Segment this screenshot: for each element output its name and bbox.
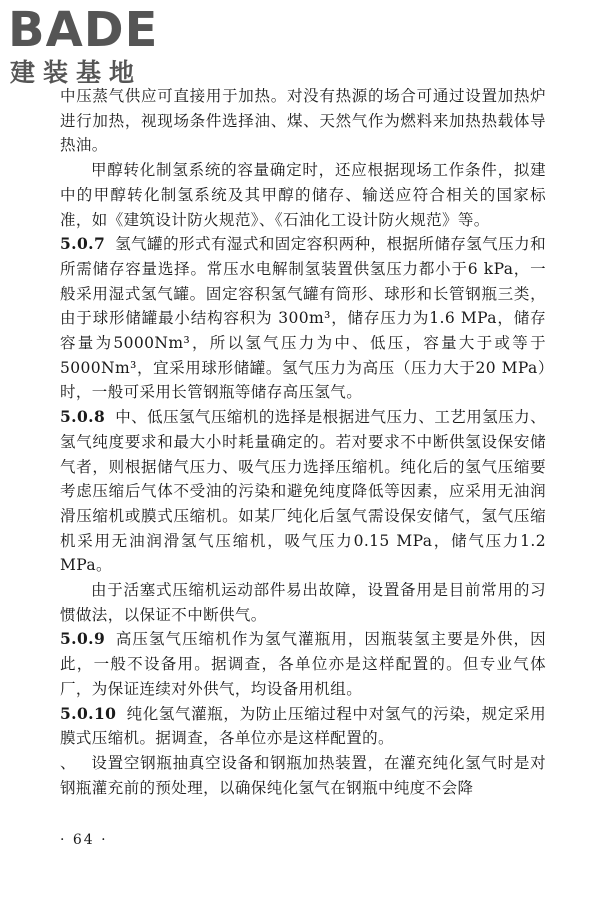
section-number: 5.0.10	[60, 703, 117, 723]
paragraph: 中压蒸气供应可直接用于加热。对没有热源的场合可通过设置加热炉进行加热，视现场条件选择油、煤、天然气作为燃料来加热热载体导热油。	[60, 87, 546, 155]
section-number: 5.0.8	[60, 407, 106, 427]
logo-brand: BADE	[8, 2, 159, 58]
brand-logo	[8, 4, 178, 90]
section-5-0-9: 5.0.9 高压氢气压缩机作为氢气灌瓶用，因瓶装氢主要是外供，因此，一般不设备用。据调查，各单位亦是这样配置的。但专业气体厂，为保证连续对外供气，均设备用机组。	[60, 629, 546, 698]
paragraph: 、 设置空钢瓶抽真空设备和钢瓶加热装置，在灌充纯化氢气时是对钢瓶灌充前的预处理，以确保纯化氢气在钢瓶中纯度不会降	[60, 751, 546, 800]
bullet-mark: 、	[60, 753, 76, 772]
section-number: 5.0.9	[60, 629, 106, 649]
section-5-0-8: 5.0.8 中、低压氢气压缩机的选择是根据进气压力、工艺用氢压力、氢气纯度要求和最大小时耗量确定的。若对要求不中断供氢设保安储气者，则根据储气压力、吸气压力选择压缩机。纯化后的氢气压缩要考虑压缩后气体不受油的污染和避免纯度降低等因素，应采用无油润滑压缩机或膜式压缩机。如某厂纯化后氢气需设保安储气，氢气压缩机采用无油润滑氢气压缩机，吸气压力0.15 MPa，储气压力1.2 MPa。	[60, 407, 546, 575]
paragraph: 由于活塞式压缩机运动部件易出故障，设置备用是目前常用的习惯做法，以保证不中断供气。	[60, 581, 546, 624]
page-body	[60, 84, 546, 800]
paragraph: 甲醇转化制氢系统的容量确定时，还应根据现场工作条件，拟建中的甲醇转化制氢系统及其甲醇的储存、输送应符合相关的国家标准，如《建筑设计防火规范》、《石油化工设计防火规范》等。	[60, 161, 546, 229]
page-number: · 64 ·	[60, 832, 108, 848]
section-5-0-10: 5.0.10 纯化氢气灌瓶，为防止压缩过程中对氢气的污染，规定采用膜式压缩机。据调查，各单位亦是这样配置的。	[60, 703, 546, 748]
section-5-0-7: 5.0.7 氢气罐的形式有湿式和固定容积两种，根据所储存氢气压力和所需储存容量选择。常压水电解制氢装置供氢压力都小于6 kPa，一般采用湿式氢气罐。固定容积氢气罐有筒形、球形和长管钢瓶三类，由于球形储罐最小结构容积为 300m³，储存压力为1.6 MPa，储存容量为5000Nm³，所以氢气压力为中、低压，容量大于或等于5000Nm³，宜采用球形储罐。氢气压力为高压（压力大于20 MPa）时，一般可采用长管钢瓶等储存高压氢气。	[60, 234, 546, 402]
logo-subtitle: 建装基地	[10, 58, 143, 87]
section-number: 5.0.7	[60, 234, 106, 254]
